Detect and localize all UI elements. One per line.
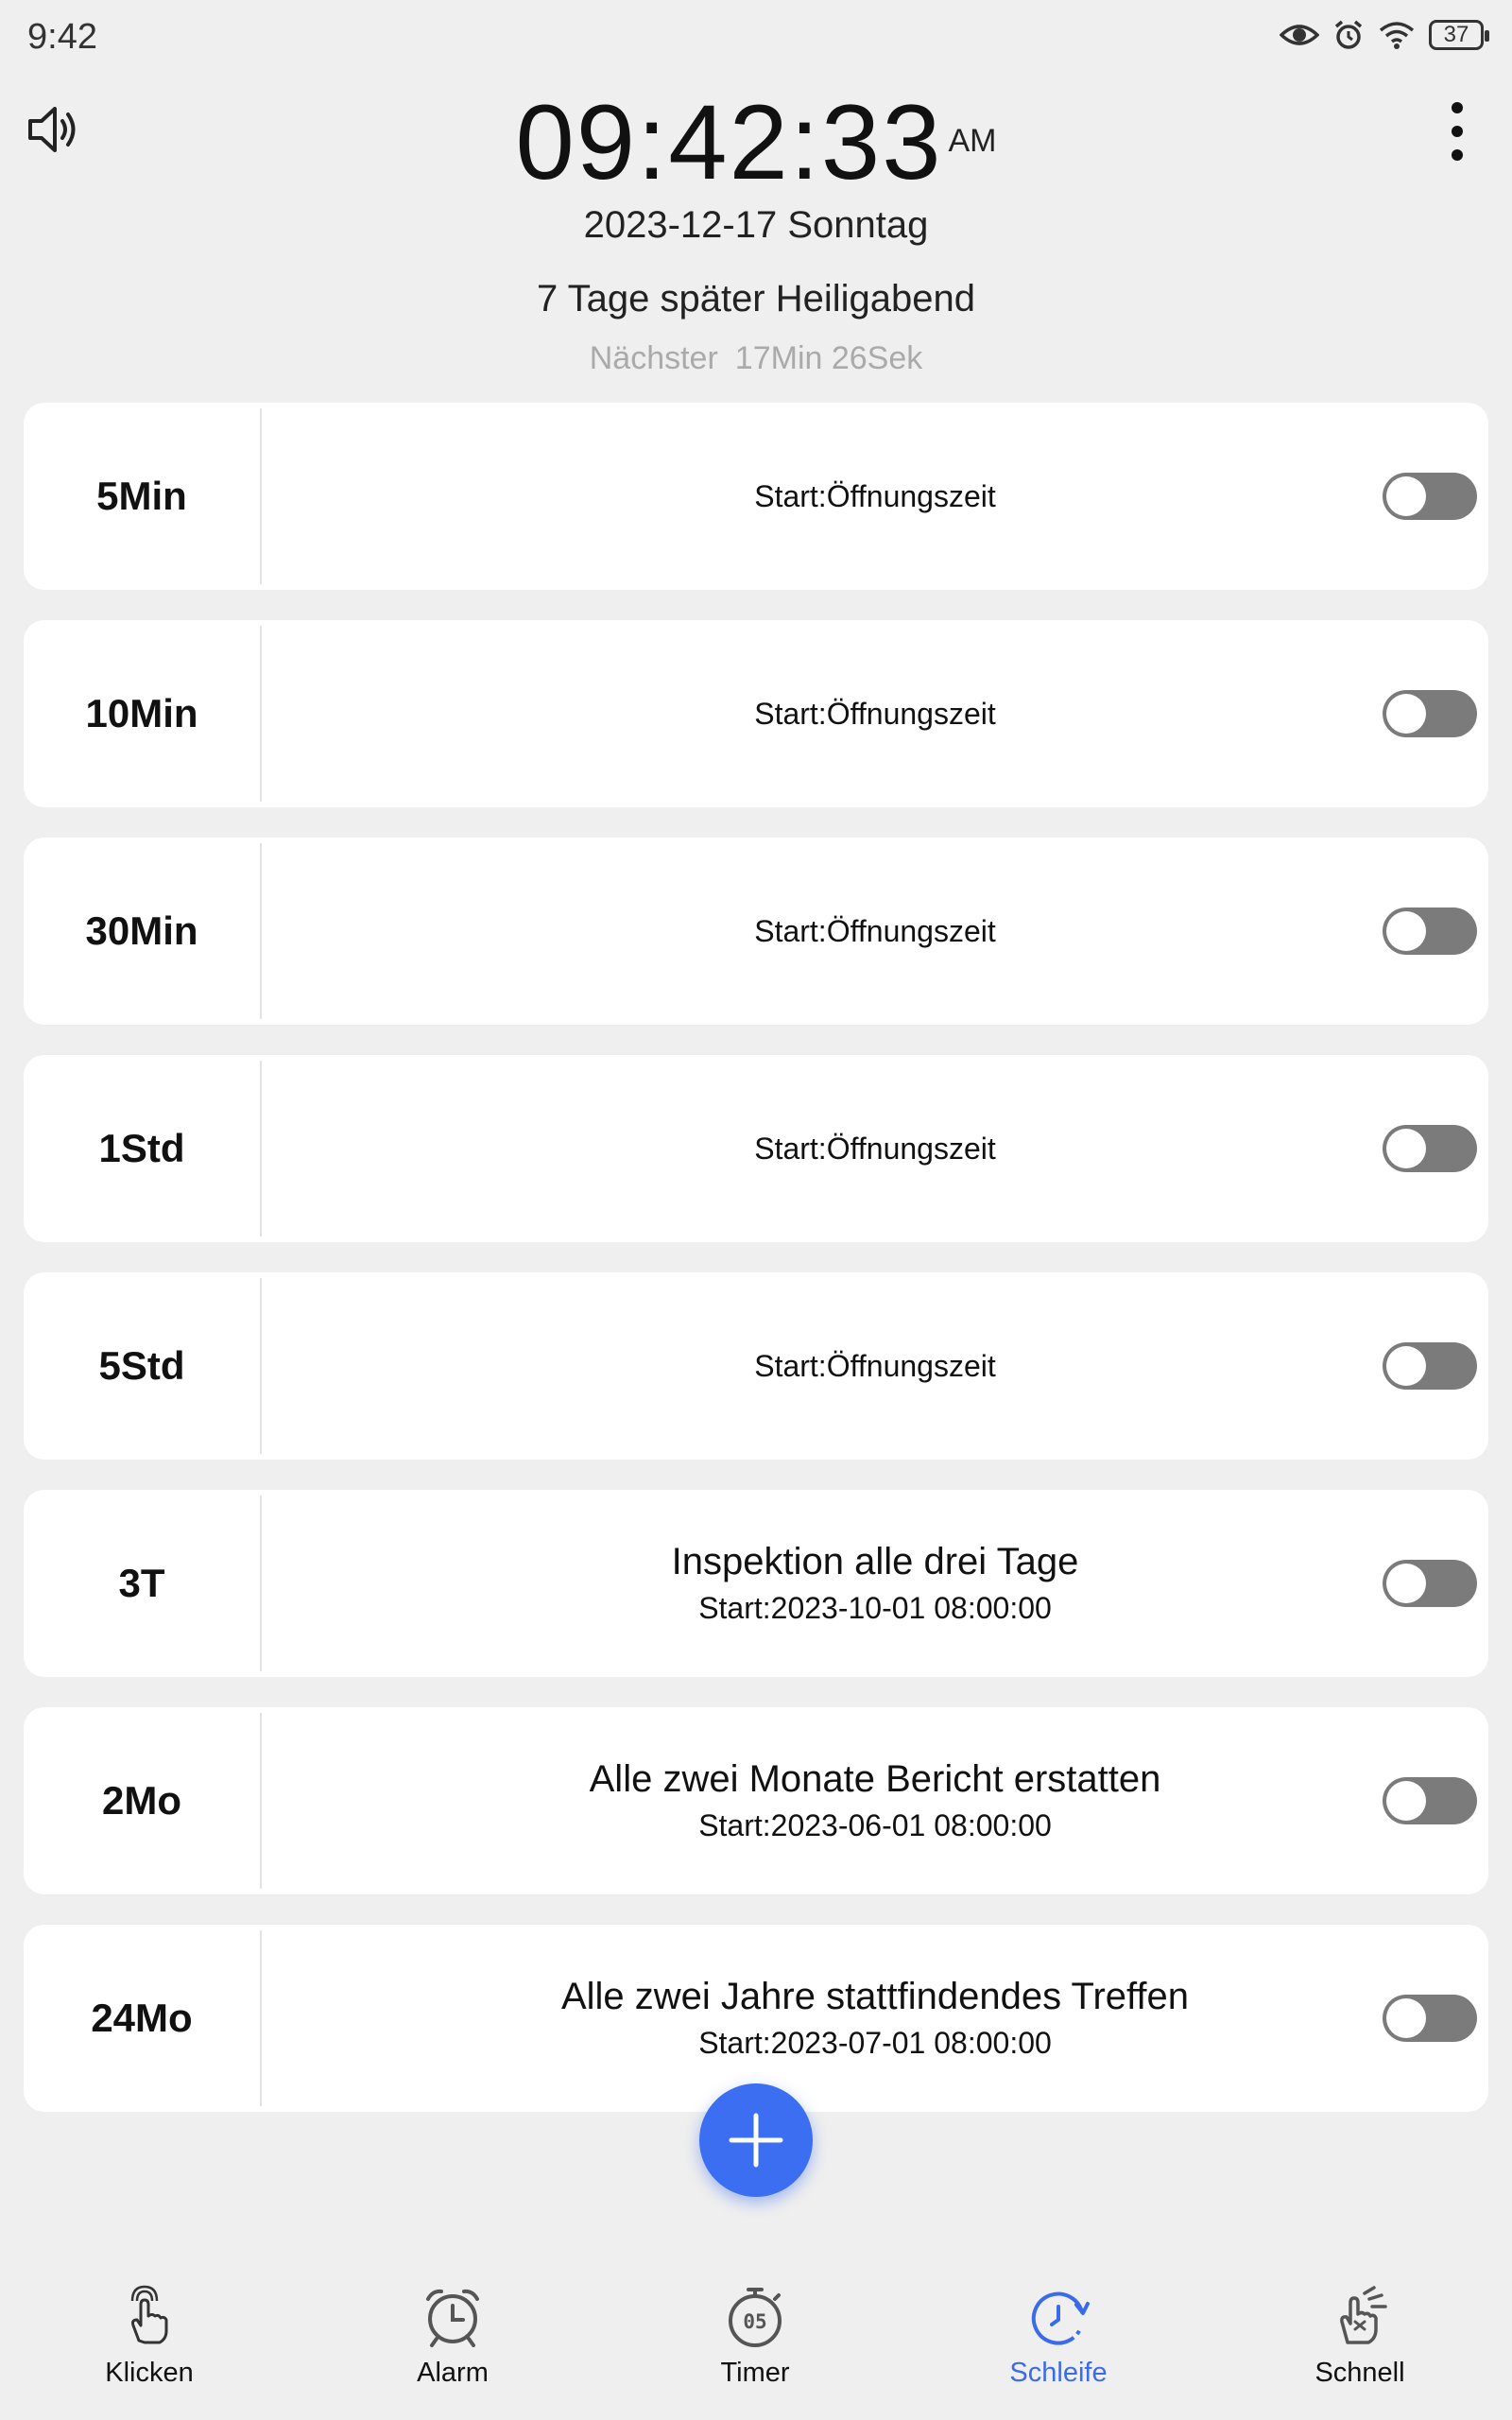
next-loop-info bbox=[0, 340, 1512, 377]
next-label: Nächster bbox=[589, 340, 718, 376]
next-value: 17Min 26Sek bbox=[734, 340, 923, 376]
loop-interval: 3T bbox=[118, 1561, 165, 1605]
loop-toggle[interactable] bbox=[1383, 1342, 1477, 1390]
loop-details bbox=[262, 620, 1488, 807]
holiday-countdown: 7 Tage später Heiligabend bbox=[536, 278, 976, 320]
loop-toggle[interactable] bbox=[1383, 473, 1477, 520]
add-loop-button[interactable] bbox=[699, 2083, 813, 2197]
toggle-knob bbox=[1386, 476, 1426, 516]
clock-ampm: AM bbox=[948, 123, 997, 159]
loop-title: Alle zwei Monate Bericht erstatten bbox=[589, 1758, 1161, 1800]
loop-start: Start:Öffnungszeit bbox=[754, 696, 996, 731]
loop-card[interactable] bbox=[24, 1490, 1488, 1677]
loop-clock-icon bbox=[1025, 2284, 1091, 2350]
nav-item-klicken[interactable] bbox=[55, 2269, 244, 2420]
toggle-knob bbox=[1386, 911, 1426, 951]
alarm-clock-icon bbox=[420, 2284, 486, 2350]
nav-item-timer[interactable] bbox=[661, 2269, 850, 2420]
loop-interval: 2Mo bbox=[102, 1778, 181, 1823]
toggle-knob bbox=[1386, 1346, 1426, 1386]
loop-start: Start:Öffnungszeit bbox=[754, 913, 996, 948]
loop-details bbox=[262, 1490, 1488, 1677]
loop-card[interactable] bbox=[24, 620, 1488, 807]
toggle-knob bbox=[1386, 694, 1426, 734]
loop-start: Start:Öffnungszeit bbox=[754, 1348, 996, 1383]
loop-interval: 5Std bbox=[98, 1343, 185, 1388]
clock-time: 09:42:33 bbox=[515, 83, 943, 201]
loop-card[interactable] bbox=[24, 1055, 1488, 1242]
loop-card[interactable] bbox=[24, 1272, 1488, 1460]
loop-interval: 5Min bbox=[96, 474, 187, 518]
plus-icon bbox=[728, 2112, 784, 2169]
battery-icon: 37 bbox=[1429, 20, 1484, 50]
loop-interval: 10Min bbox=[85, 691, 198, 735]
loop-details bbox=[262, 1055, 1488, 1242]
wifi-icon bbox=[1378, 20, 1416, 50]
bottom-navigation bbox=[0, 2269, 1512, 2420]
toggle-knob bbox=[1386, 1781, 1426, 1821]
loop-toggle[interactable] bbox=[1383, 1995, 1477, 2042]
stopwatch-icon bbox=[722, 2284, 788, 2350]
loop-details bbox=[262, 403, 1488, 590]
toggle-knob bbox=[1386, 1129, 1426, 1168]
svg-text:05: 05 bbox=[743, 2310, 767, 2333]
loop-interval: 24Mo bbox=[91, 1996, 193, 2040]
loop-list bbox=[24, 403, 1488, 2142]
toggle-knob bbox=[1386, 1998, 1426, 2038]
nav-item-schleife[interactable] bbox=[964, 2269, 1153, 2420]
nav-item-schnell[interactable] bbox=[1265, 2269, 1454, 2420]
status-bar bbox=[0, 0, 1512, 76]
loop-title: Alle zwei Jahre stattfindendes Treffen bbox=[560, 1976, 1190, 2017]
loop-toggle[interactable] bbox=[1383, 1777, 1477, 1824]
loop-card[interactable] bbox=[24, 838, 1488, 1025]
loop-interval: 1Std bbox=[98, 1126, 185, 1170]
loop-card[interactable] bbox=[24, 1707, 1488, 1894]
loop-start: Start:2023-07-01 08:00:00 bbox=[698, 2026, 1052, 2060]
loop-toggle[interactable] bbox=[1383, 908, 1477, 955]
loop-toggle[interactable] bbox=[1383, 1125, 1477, 1172]
nav-label: Schleife bbox=[1009, 2358, 1108, 2388]
loop-start: Start:Öffnungszeit bbox=[754, 478, 996, 513]
nav-label: Schnell bbox=[1314, 2358, 1405, 2388]
current-date: 2023-12-17 Sonntag bbox=[583, 204, 929, 246]
nav-item-alarm[interactable] bbox=[358, 2269, 547, 2420]
loop-details bbox=[262, 838, 1488, 1025]
eye-icon bbox=[1280, 21, 1319, 49]
loop-start: Start:2023-10-01 08:00:00 bbox=[698, 1591, 1052, 1625]
tap-hand-icon bbox=[116, 2284, 182, 2350]
loop-interval: 30Min bbox=[85, 908, 198, 953]
loop-card[interactable] bbox=[24, 403, 1488, 590]
loop-start: Start:Öffnungszeit bbox=[754, 1131, 996, 1166]
status-icons bbox=[1280, 19, 1484, 51]
loop-title: Inspektion alle drei Tage bbox=[671, 1541, 1079, 1582]
nav-label: Klicken bbox=[105, 2358, 194, 2388]
quick-hand-icon bbox=[1327, 2284, 1393, 2350]
alarm-status-icon bbox=[1332, 19, 1365, 51]
clock-display bbox=[0, 81, 1512, 203]
loop-start: Start:2023-06-01 08:00:00 bbox=[698, 1808, 1052, 1842]
status-time: 9:42 bbox=[27, 17, 97, 57]
loop-toggle[interactable] bbox=[1383, 690, 1477, 737]
loop-details bbox=[262, 1925, 1488, 2112]
loop-details bbox=[262, 1707, 1488, 1894]
nav-label: Alarm bbox=[417, 2358, 489, 2388]
loop-details bbox=[262, 1272, 1488, 1460]
loop-toggle[interactable] bbox=[1383, 1560, 1477, 1607]
nav-label: Timer bbox=[720, 2358, 790, 2388]
toggle-knob bbox=[1386, 1564, 1426, 1603]
